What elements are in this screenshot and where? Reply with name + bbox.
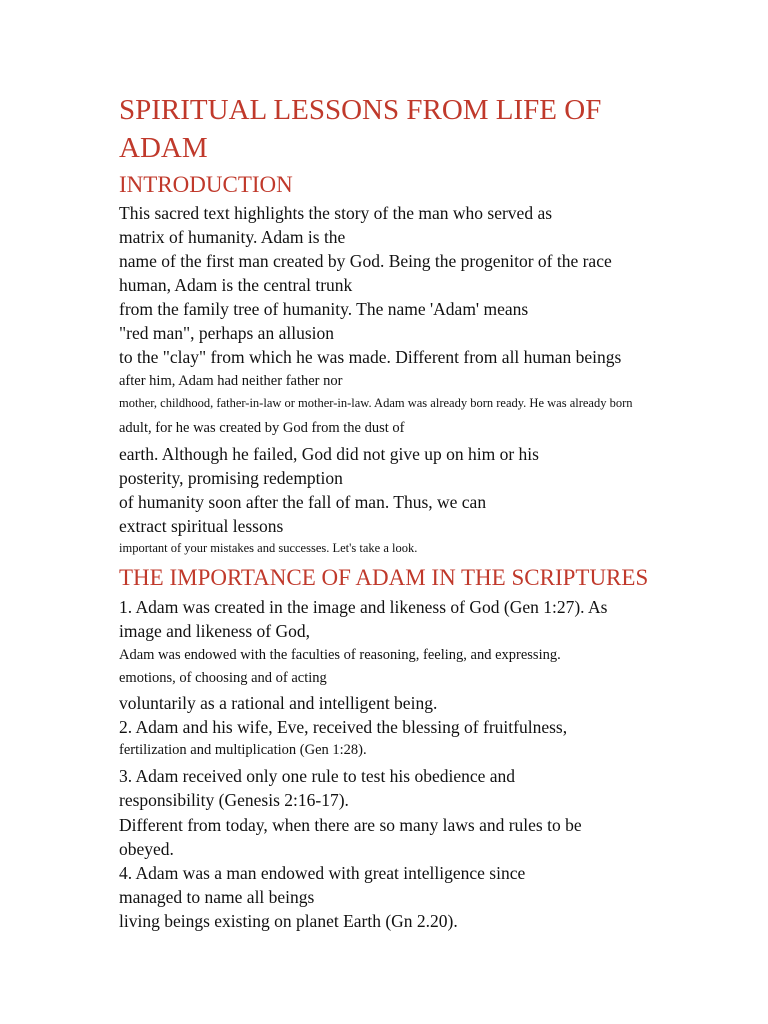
- importance-line: 3. Adam received only one rule to test his obedience and: [119, 766, 516, 786]
- introduction-heading: INTRODUCTION: [119, 172, 293, 197]
- intro-line: of humanity soon after the fall of man. Thus, we can: [119, 492, 487, 512]
- intro-line: from the family tree of humanity. The name 'Adam' means: [119, 299, 529, 319]
- importance-line: fertilization and multiplication (Gen 1:28).: [119, 742, 367, 758]
- importance-line: voluntarily as a rational and intelligent being.: [119, 693, 438, 713]
- intro-line: important of your mistakes and successes. Let's take a look.: [119, 541, 418, 555]
- intro-line: This sacred text highlights the story of the man who served as: [119, 203, 553, 223]
- intro-line: posterity, promising redemption: [119, 468, 343, 488]
- intro-line: extract spiritual lessons: [119, 516, 284, 536]
- document-title-line-2: ADAM: [119, 132, 208, 164]
- importance-line: image and likeness of God,: [119, 621, 310, 641]
- importance-line: obeyed.: [119, 839, 174, 859]
- importance-line: 2. Adam and his wife, Eve, received the blessing of fruitfulness,: [119, 717, 568, 737]
- importance-line: 4. Adam was a man endowed with great intelligence since: [119, 863, 526, 883]
- intro-line: matrix of humanity. Adam is the: [119, 227, 346, 247]
- importance-line: living beings existing on planet Earth (Gn 2.20).: [119, 911, 458, 931]
- importance-line: emotions, of choosing and of acting: [119, 670, 327, 686]
- importance-heading: THE IMPORTANCE OF ADAM IN THE SCRIPTURES: [119, 565, 649, 590]
- intro-line: to the "clay" from which he was made. Different from all human beings: [119, 347, 622, 367]
- document-title-line-1: SPIRITUAL LESSONS FROM LIFE OF: [119, 94, 602, 126]
- intro-line: "red man", perhaps an allusion: [119, 323, 334, 343]
- intro-line: after him, Adam had neither father nor: [119, 373, 343, 389]
- intro-line: earth. Although he failed, God did not give up on him or his: [119, 444, 539, 464]
- intro-line: name of the first man created by God. Being the progenitor of the race: [119, 251, 612, 271]
- importance-line: responsibility (Genesis 2:16-17).: [119, 790, 349, 810]
- intro-line: human, Adam is the central trunk: [119, 275, 353, 295]
- importance-line: Different from today, when there are so many laws and rules to be: [119, 815, 582, 835]
- importance-line: managed to name all beings: [119, 887, 315, 907]
- intro-line: adult, for he was created by God from the dust of: [119, 420, 405, 436]
- importance-line: 1. Adam was created in the image and likeness of God (Gen 1:27). As: [119, 597, 608, 617]
- intro-line: mother, childhood, father-in-law or mother-in-law. Adam was already born ready. He was already born: [119, 396, 633, 410]
- importance-line: Adam was endowed with the faculties of reasoning, feeling, and expressing.: [119, 647, 561, 663]
